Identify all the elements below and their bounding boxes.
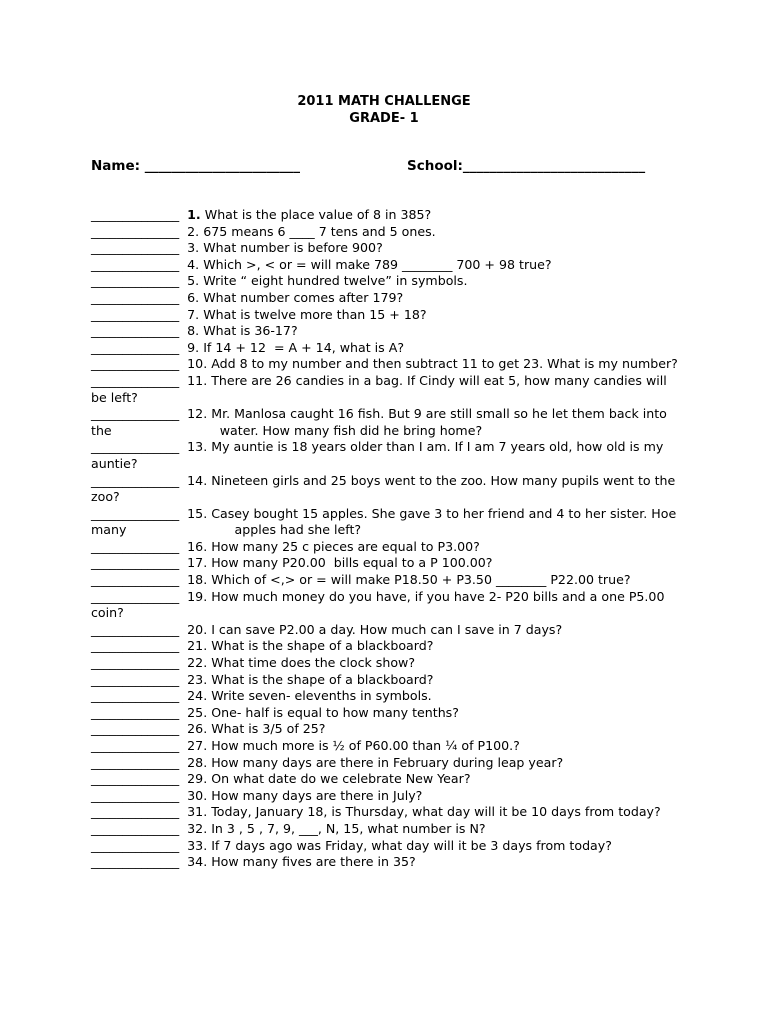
question-item: [91, 273, 681, 290]
answer-blank: ______________: [91, 820, 180, 836]
question-item: [91, 589, 681, 622]
question-item: [91, 356, 681, 373]
answer-blank: ______________: [91, 837, 180, 853]
question-text: 12. Mr. Manlosa caught 16 fish. But 9 are still small so he let them back into the water. How many fish did he bring home?: [91, 406, 671, 438]
question-text: 14. Nineteen girls and 25 boys went to the zoo. How many pupils went to the zoo?: [91, 472, 680, 505]
question-item: [91, 771, 681, 788]
answer-blank: ______________: [91, 621, 180, 637]
question-item: [91, 655, 681, 672]
question-text: 10. Add 8 to my number and then subtract 11 to get 23. What is my number?: [187, 356, 678, 372]
question-text: 29. On what date do we celebrate New Year?: [187, 771, 471, 787]
question-item: [91, 788, 681, 805]
question-item: [91, 622, 681, 639]
answer-blank: ______________: [91, 738, 180, 753]
question-text: 8. What is 36-17?: [187, 323, 298, 339]
question-text: What is the place value of 8 in 385?: [200, 207, 432, 222]
answer-blank: ______________: [91, 339, 180, 355]
question-text: 32. In 3 , 5 , 7, 9, ___, N, 15, what number is N?: [187, 820, 486, 836]
question-item: [91, 340, 681, 357]
answer-blank: ______________: [91, 306, 180, 322]
question-item: [91, 290, 681, 307]
answer-blank: ______________: [91, 771, 180, 787]
question-item: [91, 738, 681, 755]
question-text: 3. What number is before 900?: [187, 240, 383, 256]
name-field: Name: _______________________: [91, 158, 300, 174]
answer-blank: ______________: [91, 323, 180, 339]
question-text: 27. How much more is ½ of P60.00 than ¼ of P100.?: [187, 738, 520, 753]
answer-blank: ______________: [91, 256, 180, 272]
answer-blank: ______________: [91, 207, 180, 222]
answer-blank: ______________: [91, 289, 180, 305]
answer-blank: ______________: [91, 356, 180, 372]
question-item: [91, 555, 681, 572]
answer-blank: ______________: [91, 655, 180, 671]
answer-blank: ______________: [91, 439, 180, 455]
question-text: 26. What is 3/5 of 25?: [187, 721, 326, 737]
question-item: [91, 638, 681, 655]
question-item: [91, 506, 681, 539]
question-text: 5. Write “ eight hundred twelve” in symbols.: [187, 273, 468, 289]
question-text: 6. What number comes after 179?: [187, 289, 404, 305]
question-text: 18. Which of <,> or = will make P18.50 + P3.50 ________ P22.00 true?: [187, 572, 631, 588]
question-text: 30. How many days are there in July?: [187, 787, 423, 803]
question-text: 9. If 14 + 12 = A + 14, what is A?: [187, 339, 405, 355]
question-text: 19. How much money do you have, if you have 2- P20 bills and a one P5.00 coin?: [91, 588, 669, 621]
question-item: [91, 672, 681, 689]
question-item: [91, 473, 681, 506]
question-text: 4. Which >, < or = will make 789 ________ 700 + 98 true?: [187, 256, 552, 272]
question-item: [91, 439, 681, 472]
question-text: 22. What time does the clock show?: [187, 655, 416, 671]
question-item: [91, 804, 681, 821]
question-item: [91, 224, 681, 241]
question-item: [91, 705, 681, 722]
question-item: [91, 821, 681, 838]
answer-blank: ______________: [91, 804, 180, 820]
answer-blank: ______________: [91, 505, 180, 521]
question-item: [91, 572, 681, 589]
answer-blank: ______________: [91, 671, 180, 687]
answer-blank: ______________: [91, 555, 180, 571]
question-item: [91, 257, 681, 274]
question-text: 34. How many fives are there in 35?: [187, 854, 416, 870]
question-text: 13. My auntie is 18 years older than I am. If I am 7 years old, how old is my auntie?: [91, 439, 668, 471]
question-text: 24. Write seven- elevenths in symbols.: [187, 688, 432, 704]
answer-blank: ______________: [91, 688, 180, 704]
question-text: 16. How many 25 c pieces are equal to P3.00?: [187, 538, 480, 554]
question-number: 1.: [187, 207, 201, 222]
question-text: 11. There are 26 candies in a bag. If Cindy will eat 5, how many candies will be left?: [91, 372, 671, 405]
answer-blank: ______________: [91, 406, 180, 422]
question-item: [91, 307, 681, 324]
question-item: [91, 373, 681, 406]
question-text: 20. I can save P2.00 a day. How much can I save in 7 days?: [187, 621, 563, 637]
answer-blank: ______________: [91, 273, 180, 289]
question-item: [91, 838, 681, 855]
answer-blank: ______________: [91, 538, 180, 554]
question-text: 21. What is the shape of a blackboard?: [187, 638, 434, 654]
question-text: 23. What is the shape of a blackboard?: [187, 671, 434, 687]
answer-blank: ______________: [91, 638, 180, 654]
question-text: 28. How many days are there in February during leap year?: [187, 754, 564, 770]
question-list: [91, 207, 681, 871]
answer-blank: ______________: [91, 754, 180, 770]
question-item: [91, 240, 681, 257]
answer-blank: ______________: [91, 223, 180, 239]
question-item: [91, 854, 681, 871]
question-text: 31. Today, January 18, is Thursday, what day will it be 10 days from today?: [187, 804, 661, 820]
answer-blank: ______________: [91, 787, 180, 803]
question-text: 7. What is twelve more than 15 + 18?: [187, 306, 427, 322]
answer-blank: ______________: [91, 854, 180, 870]
question-item: [91, 323, 681, 340]
grade-label: GRADE- 1: [349, 111, 419, 126]
answer-blank: ______________: [91, 372, 180, 388]
school-field: School:___________________________: [407, 158, 646, 174]
worksheet-title: 2011 MATH CHALLENGE: [297, 94, 471, 109]
answer-blank: ______________: [91, 704, 180, 720]
answer-blank: ______________: [91, 572, 180, 588]
answer-blank: ______________: [91, 240, 180, 256]
question-item: [91, 755, 681, 772]
question-text: 2. 675 means 6 ____ 7 tens and 5 ones.: [187, 223, 436, 239]
question-item: [91, 721, 681, 738]
question-text: 17. How many P20.00 bills equal to a P 100.00?: [187, 555, 493, 571]
question-text: 15. Casey bought 15 apples. She gave 3 to her friend and 4 to her sister. Hoe many apples had she left?: [91, 505, 681, 538]
question-item: [91, 406, 681, 439]
question-item: [91, 207, 681, 224]
answer-blank: ______________: [91, 588, 180, 604]
question-text: 33. If 7 days ago was Friday, what day will it be 3 days from today?: [187, 837, 612, 853]
answer-blank: ______________: [91, 721, 180, 737]
question-item: [91, 688, 681, 705]
question-text: 25. One- half is equal to how many tenths?: [187, 704, 459, 720]
question-item: [91, 539, 681, 556]
answer-blank: ______________: [91, 472, 180, 488]
